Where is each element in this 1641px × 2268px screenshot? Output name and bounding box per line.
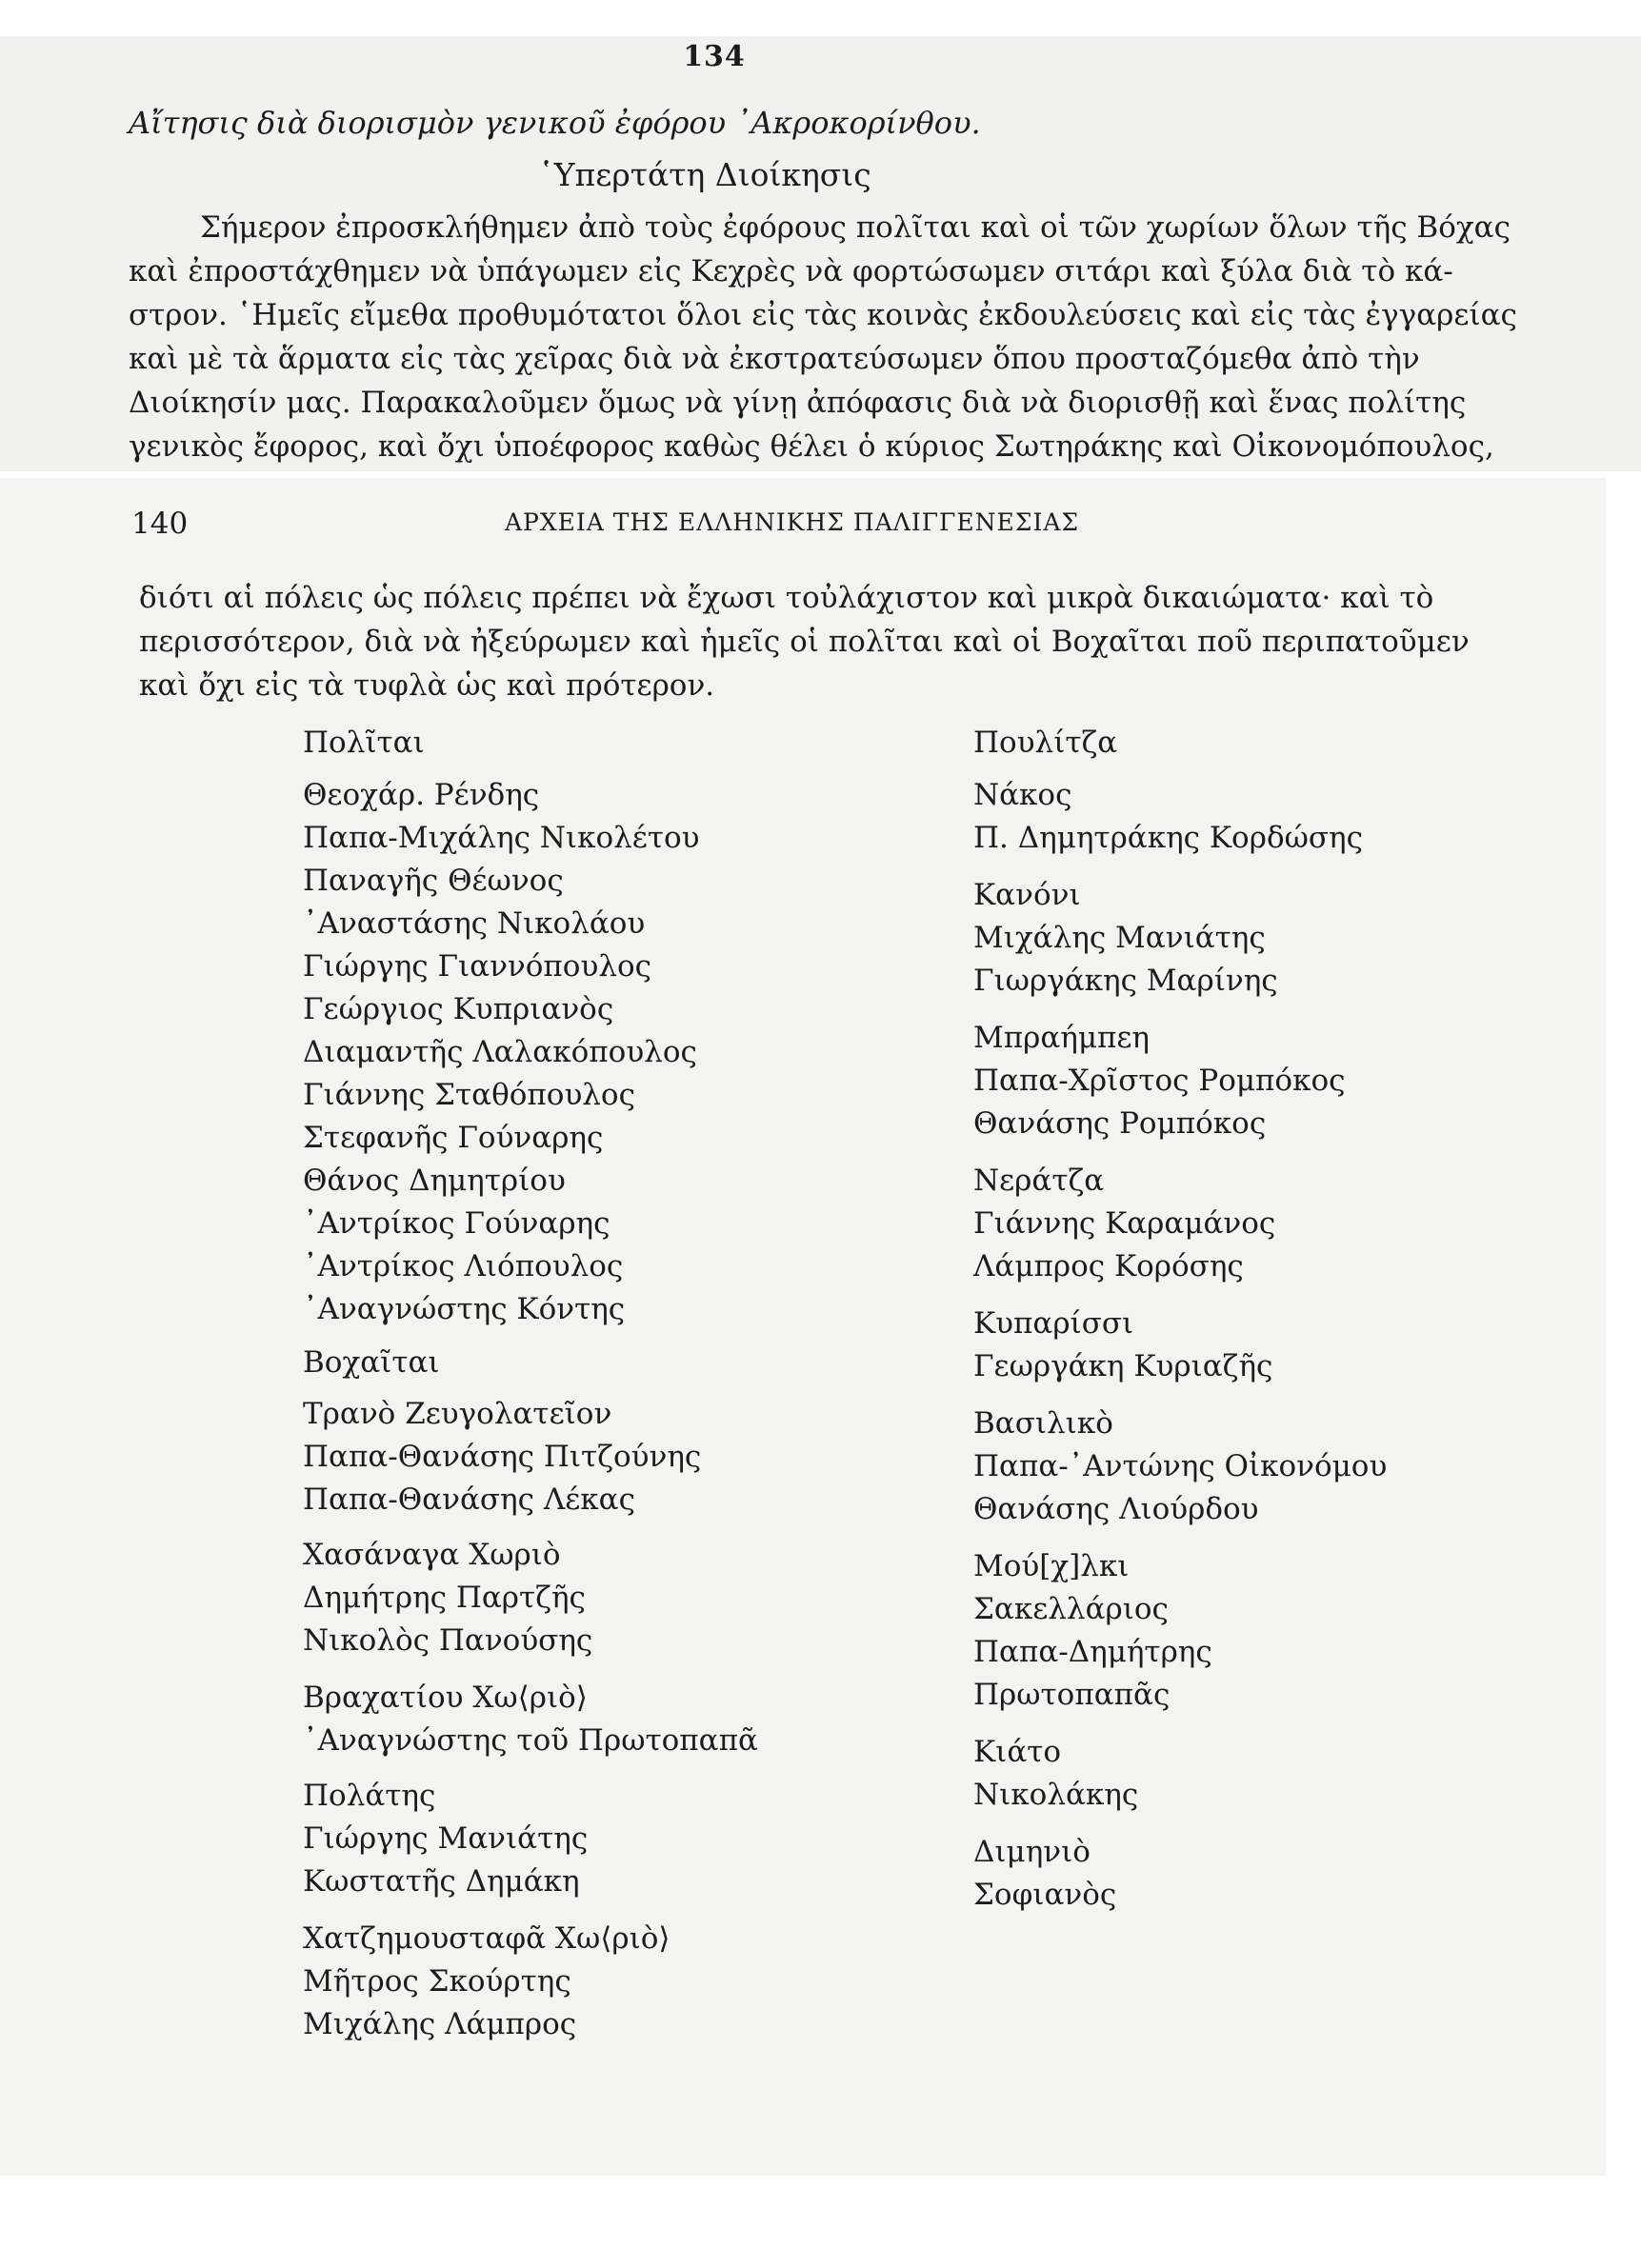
place-heading: Χατζημουσταφᾶ Χω⟨ριὸ⟩: [303, 1921, 670, 1956]
signatory-name: Γιωργάκης Μαρίνης: [973, 964, 1278, 998]
place-group: [973, 873, 1387, 1003]
signatory-name: Γιάννης Καραμάνος: [973, 1206, 1276, 1241]
addressee-heading: ῾Υπερτάτη Διοίκησις: [538, 156, 871, 193]
fragment-page-number: 134: [683, 40, 746, 73]
place-heading: Μπραήμπεη: [973, 1021, 1151, 1055]
signatory-name: ᾿Αναγνώστης τοῦ Πρωτοπαπᾶ: [303, 1723, 758, 1758]
place-group: [303, 1676, 758, 1762]
signatory-name: Γιώργης Γιαννόπουλος: [303, 949, 651, 984]
place-group: [973, 1016, 1387, 1145]
place-group: [973, 1402, 1387, 1531]
place-group: [973, 1302, 1387, 1388]
signatory-name: Μιχάλης Λάμπρος: [303, 2007, 577, 2041]
place-heading: Χασάναγα Χωριὸ: [303, 1538, 561, 1572]
place-group: [303, 1917, 758, 2046]
body-text-line: καὶ ὄχι εἰς τὰ τυφλὰ ὡς καὶ πρότερον.: [139, 668, 715, 703]
place-group: [973, 1544, 1387, 1717]
place-heading: Διμηνιὸ: [973, 1835, 1091, 1869]
signatory-name: Θανάσης Λιούρδου: [973, 1492, 1259, 1526]
signatory-name: Μιχάλης Μανιάτης: [973, 921, 1266, 955]
place-heading: Βασιλικὸ: [973, 1406, 1113, 1441]
place-group: [973, 1159, 1387, 1288]
signatory-name: ᾿Αντρίκος Λιόπουλος: [303, 1249, 624, 1283]
fragment-text-line: καὶ μὲ τὰ ἅρματα εἰς τὰς χεῖρας διὰ νὰ ἐκστρατεύσωμεν ὅπου προσταζόμεθα ἀπὸ τὴν: [129, 342, 1420, 376]
place-group: [973, 721, 1387, 860]
signatory-name: Μῆτρος Σκούρτης: [303, 1964, 571, 1999]
signatory-name: Πρωτοπαπᾶς: [973, 1678, 1171, 1712]
signatory-name: Νικολάκης: [973, 1778, 1139, 1812]
fragment-text-line: στρον. ῾Ημεῖς εἴμεθα προθυμότατοι ὅλοι εἰς τὰς κοινὰς ἐκδουλεύσεις καὶ εἰς τὰς ἐγγαρείας: [129, 298, 1517, 332]
signatory-name: Παπα-Μιχάλης Νικολέτου: [303, 821, 700, 855]
place-group: [303, 1533, 758, 1662]
place-heading: Μού[χ]λκι: [973, 1549, 1130, 1583]
signatory-name: Παπα-Χρῖστος Ρομπόκος: [973, 1064, 1346, 1098]
place-heading: Νεράτζα: [973, 1164, 1105, 1198]
signatory-name: Παναγῆς Θέωνος: [303, 864, 564, 898]
fragment-text-line: γενικὸς ἔφορος, καὶ ὄχι ὑποέφορος καθὼς θέλει ὁ κύριος Σωτηράκης καὶ Οἰκονομόπουλος,: [129, 429, 1494, 464]
signatory-name: Π. Δημητράκης Κορδώσης: [973, 821, 1363, 855]
place-heading: Πολῖται: [303, 726, 425, 760]
place-group: [303, 1341, 758, 1384]
body-text-line: διότι αἱ πόλεις ὡς πόλεις πρέπει νὰ ἔχωσι τοὐλάχιστον καὶ μικρὰ δικαιώματα· καὶ τὸ: [139, 581, 1434, 615]
signatory-name: Παπα-᾿Αντώνης Οἰκονόμου: [973, 1449, 1388, 1483]
signatory-name: Παπα-Δημήτρης: [973, 1635, 1212, 1669]
page-number: 140: [131, 507, 189, 541]
signatory-name: Γεώργιος Κυπριανὸς: [303, 992, 614, 1026]
signatory-name: Σακελλάριος: [973, 1592, 1169, 1626]
signatory-name: Δημήτρης Παρτζῆς: [303, 1581, 586, 1615]
place-group: [303, 721, 758, 1331]
signatory-name: Θεοχάρ. Ρένδης: [303, 778, 540, 812]
signatories-left-column: [303, 721, 758, 2046]
signatory-name: ᾿Αναστάσης Νικολάου: [303, 906, 646, 941]
signatory-name: Λάμπρος Κορόσης: [973, 1249, 1244, 1283]
previous-page-fragment: [0, 36, 1641, 471]
signatory-name: ᾿Αντρίκος Γούναρης: [303, 1206, 610, 1241]
place-heading: Βραχατίου Χω⟨ριὸ⟩: [303, 1681, 588, 1715]
signatory-name: Κωστατῆς Δημάκη: [303, 1864, 580, 1899]
signatory-name: Παπα-Θανάσης Πιτζούνης: [303, 1440, 702, 1474]
signatory-name: Γιώργης Μανιάτης: [303, 1821, 589, 1856]
signatory-name: Σοφιανὸς: [973, 1878, 1117, 1912]
place-heading: Τρανὸ Ζευγολατεῖον: [303, 1397, 612, 1431]
signatory-name: Θανάσης Ρομπόκος: [973, 1106, 1267, 1141]
place-group: [303, 1392, 758, 1522]
signatory-name: Γιάννης Σταθόπουλος: [303, 1078, 635, 1112]
document-title: Αἴτησις διὰ διορισμὸν γενικοῦ ἐφόρου ᾿Ακροκορίνθου.: [129, 105, 981, 141]
signatory-name: Νάκος: [973, 778, 1072, 812]
fragment-text-line: Διοίκησίν μας. Παρακαλοῦμεν ὅμως νὰ γίνῃ ἀπόφασις διὰ νὰ διορισθῇ καὶ ἕνας πολίτης: [129, 386, 1467, 420]
place-heading: Πουλίτζα: [973, 726, 1118, 760]
signatory-name: Διαμαντῆς Λαλακόπουλος: [303, 1035, 697, 1069]
place-group: [973, 1830, 1387, 1917]
signatory-name: Θάνος Δημητρίου: [303, 1164, 566, 1198]
place-heading: Κανόνι: [973, 878, 1081, 912]
signatory-name: Γεωργάκη Κυριαζῆς: [973, 1349, 1273, 1383]
signatory-name: Νικολὸς Πανούσης: [303, 1623, 593, 1658]
fragment-text-line: καὶ ἐπροστάχθημεν νὰ ὑπάγωμεν εἰς Κεχρὲς νὰ φορτώσωμεν σιτάρι καὶ ξύλα διὰ τὸ κά-: [129, 254, 1453, 288]
signatory-name: Παπα-Θανάσης Λέκας: [303, 1482, 635, 1517]
place-group: [303, 1774, 758, 1903]
body-text-line: περισσότερον, διὰ νὰ ἠξεύρωμεν καὶ ἡμεῖς οἱ πολῖται καὶ οἱ Βοχαῖται ποῦ περιπατοῦμεν: [139, 625, 1470, 659]
running-head: ΑΡΧΕΙΑ ΤΗΣ ΕΛΛΗΝΙΚΗΣ ΠΑΛΙΓΓΕΝΕΣΙΑΣ: [505, 508, 1080, 536]
place-heading: Κιάτο: [973, 1735, 1062, 1769]
place-heading: Πολάτης: [303, 1779, 436, 1813]
signatories-right-column: [973, 721, 1387, 1917]
document-page: [0, 478, 1606, 2176]
fragment-text-line: Σήμερον ἐπροσκλήθημεν ἀπὸ τοὺς ἐφόρους πολῖται καὶ οἱ τῶν χωρίων ὅλων τῆς Βόχας: [200, 210, 1511, 245]
signatory-name: Στεφανῆς Γούναρης: [303, 1121, 604, 1155]
place-group: [973, 1730, 1387, 1817]
place-heading: Κυπαρίσσι: [973, 1306, 1134, 1341]
signatory-name: ᾿Αναγνώστης Κόντης: [303, 1292, 626, 1326]
place-heading: Βοχαῖται: [303, 1345, 440, 1380]
